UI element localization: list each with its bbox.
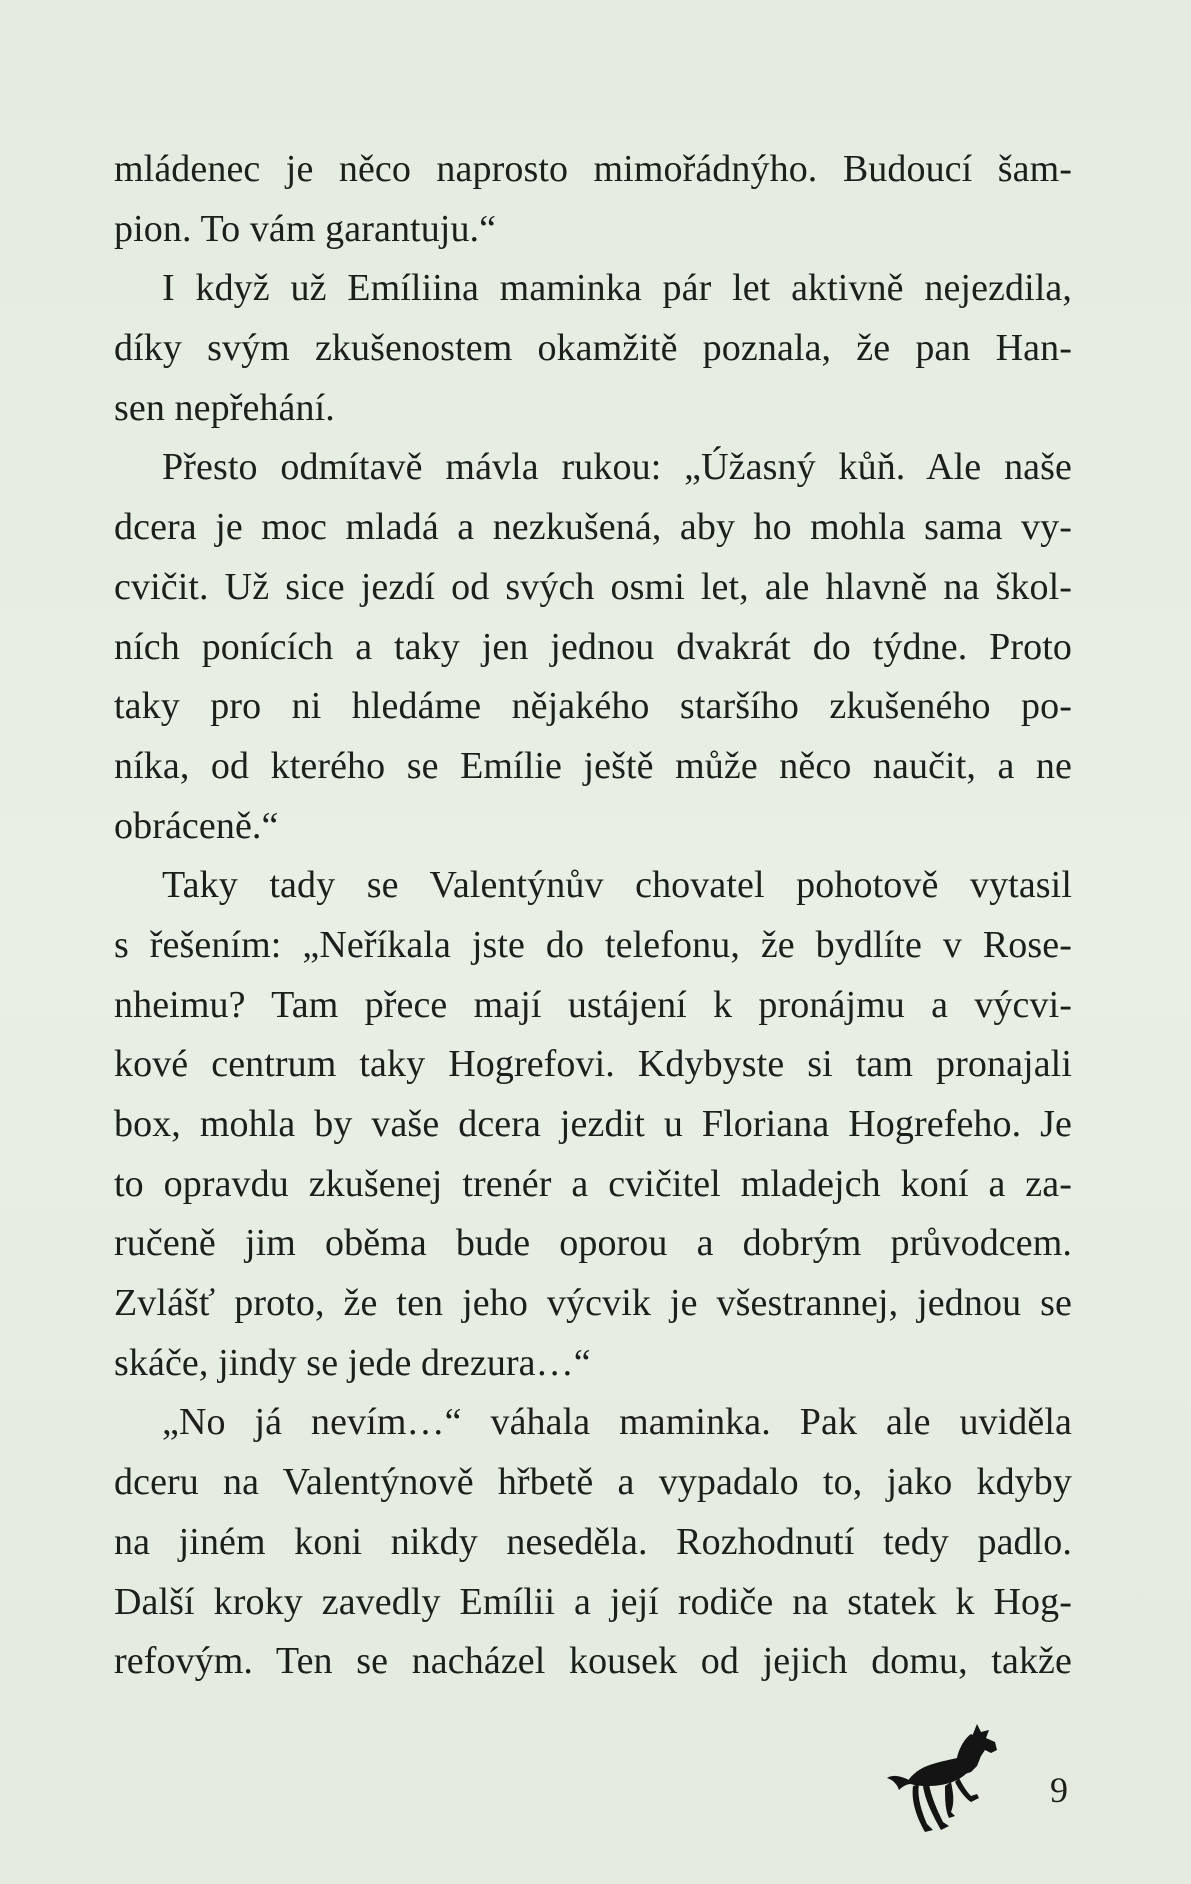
- text-line: „No já nevím…“ váhala maminka. Pak ale uviděla: [162, 1401, 1072, 1444]
- text-line: box, mohla by vaše dcera jezdit u Floriana Hogrefeho. Je: [114, 1103, 1072, 1145]
- text-line: Taky tady se Valentýnův chovatel pohotově vytasil: [162, 864, 1072, 907]
- text-line: dceru na Valentýnově hřbetě a vypadalo to, jako kdyby: [114, 1461, 1072, 1504]
- text-line: pion. To vám garantuju.“: [114, 207, 497, 250]
- text-line: Přesto odmítavě mávla rukou: „Úžasný kůň. Ale naše: [162, 446, 1072, 489]
- text-line: sen nepřehání.: [114, 386, 335, 429]
- text-line: na jiném koni nikdy neseděla. Rozhodnutí tedy padlo.: [114, 1520, 1072, 1563]
- text-line: díky svým zkušenostem okamžitě poznala, že pan Han-: [114, 327, 1072, 370]
- galloping-horse-icon: [885, 1720, 1000, 1840]
- text-line: ručeně jim oběma bude oporou a dobrým průvodcem.: [114, 1222, 1072, 1265]
- text-line: mládenec je něco naprosto mimořádnýho. Budoucí šam-: [114, 148, 1072, 190]
- text-line: refovým. Ten se nacházel kousek od jejich domu, takže: [114, 1640, 1072, 1683]
- text-line: dcera je moc mladá a nezkušená, aby ho mohla sama vy-: [114, 506, 1072, 549]
- text-line: níka, od kterého se Emílie ještě může něco naučit, a ne: [114, 744, 1072, 787]
- text-line: taky pro ni hledáme nějakého staršího zkušeného po-: [114, 685, 1072, 728]
- text-line: I když už Emíliina maminka pár let aktivně nejezdila,: [162, 267, 1072, 310]
- text-line: Další kroky zavedly Emílii a její rodiče na statek k Hog-: [114, 1580, 1072, 1623]
- text-line: obráceně.“: [114, 804, 279, 847]
- text-line: ních ponících a taky jen jednou dvakrát do týdne. Proto: [114, 625, 1072, 668]
- text-line: Zvlášť proto, že ten jeho výcvik je všestrannej, jednou se: [114, 1282, 1072, 1325]
- page-number: 9: [1050, 1770, 1068, 1810]
- text-line: cvičit. Už sice jezdí od svých osmi let, ale hlavně na škol-: [114, 565, 1072, 608]
- text-line: to opravdu zkušenej trenér a cvičitel mladejch koní a za-: [114, 1162, 1072, 1205]
- text-line: skáče, jindy se jede drezura…“: [114, 1341, 591, 1384]
- body-text: [114, 140, 1072, 1692]
- text-line: s řešením: „Neříkala jste do telefonu, že bydlíte v Rose-: [114, 923, 1072, 966]
- text-line: nheimu? Tam přece mají ustájení k pronájmu a výcvi-: [114, 983, 1072, 1026]
- text-line: kové centrum taky Hogrefovi. Kdybyste si tam pronajali: [114, 1043, 1072, 1086]
